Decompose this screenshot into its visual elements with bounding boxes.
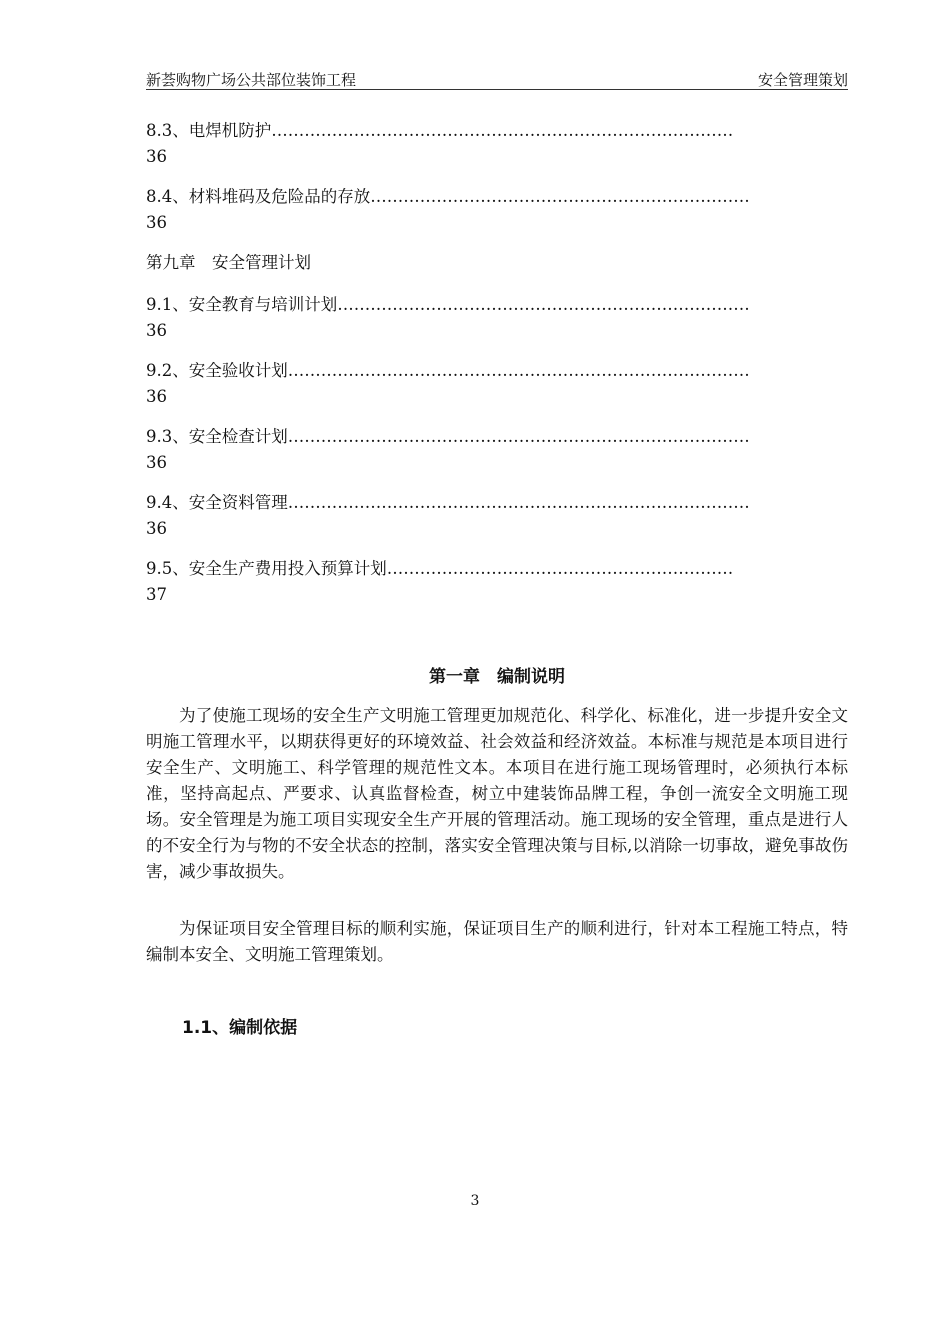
toc-entry-title: 9.4、安全资料管理…………………………………………………………………………: [146, 493, 750, 512]
body-paragraph: 为了使施工现场的安全生产文明施工管理更加规范化、科学化、标准化，进一步提升安全文明施工管理水平，以期获得更好的环境效益、社会效益和经济效益。本标准与规范是本项目进行安全生产、文明施工、科学管理的规范性文本。本项目在进行施工现场管理时，必须执行本标准，坚持高起点、严要求、认真监督检查，树立中建装饰品牌工程，争创一流安全文明施工现场。安全管理是为施工项目实现安全生产开展的管理活动。施工现场的安全管理，重点是进行人的不安全行为与物的不安全状态的控制，落实安全管理决策与目标,以消除一切事故，避免事故伤害，减少事故损失。: [146, 706, 848, 881]
header-project-name: 新荟购物广场公共部位装饰工程: [146, 71, 357, 89]
toc-entry-page: 36: [146, 453, 167, 472]
body-paragraph: 为保证项目安全管理目标的顺利实施，保证项目生产的顺利进行，针对本工程施工特点，特编制本安全、文明施工管理策划。: [146, 919, 848, 964]
table-of-contents: [146, 120, 848, 624]
toc-entry-page: 36: [146, 519, 167, 538]
page-number: 3: [470, 1193, 480, 1209]
toc-entry-title: 9.3、安全检查计划…………………………………………………………………………: [146, 427, 750, 446]
toc-entry-title: 8.3、电焊机防护…………………………………………………………………………: [146, 121, 734, 140]
toc-entry-page: 37: [146, 585, 167, 604]
toc-entry: [146, 186, 848, 252]
toc-entry: [146, 294, 848, 360]
toc-entry: [146, 426, 848, 492]
section-title: 1.1、编制依据: [182, 1018, 298, 1038]
toc-entry: [146, 492, 848, 558]
toc-entry-title: 9.5、安全生产费用投入预算计划………………………………………………………: [146, 559, 734, 578]
toc-entry-page: 36: [146, 147, 167, 166]
toc-chapter-heading: 第九章 安全管理计划: [146, 253, 311, 272]
toc-entry-page: 36: [146, 321, 167, 340]
toc-entry-page: 36: [146, 387, 167, 406]
toc-entry-title: 9.1、安全教育与培训计划…………………………………………………………………: [146, 295, 750, 314]
toc-entry: [146, 360, 848, 426]
toc-entry: [146, 558, 848, 624]
page-header: [146, 67, 848, 90]
header-document-title: 安全管理策划: [757, 71, 848, 89]
toc-entry-title: 8.4、材料堆码及危险品的存放……………………………………………………………: [146, 187, 750, 206]
chapter-title: 第一章 编制说明: [429, 667, 565, 687]
toc-entry: [146, 120, 848, 186]
toc-entry-page: 36: [146, 213, 167, 232]
toc-entry-title: 9.2、安全验收计划…………………………………………………………………………: [146, 361, 750, 380]
